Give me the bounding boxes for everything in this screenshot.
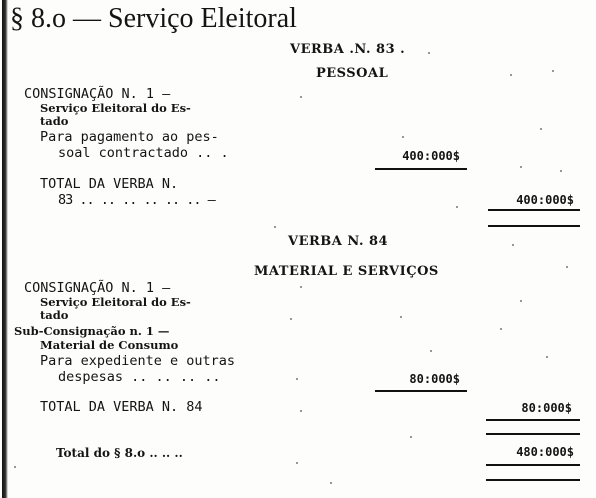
print-speck bbox=[300, 96, 302, 98]
print-speck bbox=[330, 482, 332, 484]
grand-total-rule-1 bbox=[486, 464, 580, 466]
print-speck bbox=[290, 318, 292, 320]
verba-83-total-amount: 400:000$ bbox=[516, 193, 574, 207]
print-speck bbox=[296, 462, 298, 464]
print-speck bbox=[566, 266, 568, 268]
verba-84-desc-line1: Serviço Eleitoral do Es- bbox=[40, 295, 191, 309]
verba-84-item-amount: 80:000$ bbox=[409, 372, 460, 386]
page-margin-line bbox=[2, 0, 8, 498]
verba-84-subcons-line1: Sub-Consignação n. 1 — bbox=[14, 324, 170, 338]
print-speck bbox=[14, 466, 16, 468]
print-speck bbox=[540, 128, 542, 130]
print-speck bbox=[430, 350, 432, 352]
verba-83-subheading: PESSOAL bbox=[316, 66, 389, 81]
print-speck bbox=[400, 316, 402, 318]
verba-83-total-rule-2 bbox=[488, 225, 580, 227]
verba-83-total-line2: 83 .. .. .. .. .. .. — bbox=[58, 192, 215, 208]
verba-84-item-rule bbox=[375, 390, 467, 392]
print-speck bbox=[300, 286, 302, 288]
verba-84-heading: VERBA N. 84 bbox=[288, 234, 389, 249]
verba-84-desc-line2: tado bbox=[40, 308, 69, 322]
verba-84-item-line2: despesas .. .. .. .. bbox=[58, 369, 221, 385]
verba-83-total-rule-1 bbox=[488, 209, 580, 211]
verba-84-subheading: MATERIAL E SERVIÇOS bbox=[254, 264, 439, 279]
print-speck bbox=[546, 356, 548, 358]
verba-84-total-amount: 80:000$ bbox=[521, 401, 572, 415]
print-speck bbox=[274, 226, 276, 228]
section-title: § 8.o — Serviço Eleitoral bbox=[10, 3, 297, 34]
print-speck bbox=[410, 436, 412, 438]
print-speck bbox=[512, 244, 514, 246]
verba-83-total-line1: TOTAL DA VERBA N. bbox=[40, 176, 179, 192]
print-speck bbox=[520, 300, 522, 302]
verba-84-subcons-line2: Material de Consumo bbox=[40, 338, 179, 352]
verba-83-item-line1: Para pagamento ao pes- bbox=[40, 129, 219, 145]
verba-84-consignacao: CONSIGNAÇÃO N. 1 — bbox=[24, 280, 171, 296]
verba-83-consignacao: CONSIGNAÇÃO N. 1 — bbox=[24, 86, 171, 102]
verba-84-total-label: TOTAL DA VERBA N. 84 bbox=[40, 399, 203, 415]
grand-total-amount: 480:000$ bbox=[516, 445, 574, 459]
verba-84-total-rule-2 bbox=[486, 433, 580, 435]
print-speck bbox=[552, 70, 554, 72]
print-speck bbox=[456, 206, 458, 208]
print-speck bbox=[300, 410, 302, 412]
print-speck bbox=[428, 52, 430, 54]
grand-total-rule-2 bbox=[486, 479, 580, 481]
verba-83-heading: VERBA .N. 83 . bbox=[290, 42, 406, 57]
print-speck bbox=[560, 170, 562, 172]
print-speck bbox=[296, 378, 298, 380]
verba-83-desc-line1: Serviço Eleitoral do Es- bbox=[40, 101, 191, 115]
verba-84-item-line1: Para expediente e outras bbox=[40, 353, 236, 369]
grand-total-label: Total do § 8.o .. .. .. bbox=[56, 446, 183, 460]
verba-83-item-amount: 400:000$ bbox=[402, 149, 460, 163]
verba-84-total-rule-1 bbox=[486, 419, 580, 421]
verba-83-item-rule bbox=[375, 168, 467, 170]
verba-83-item-line2: soal contractado .. . bbox=[58, 145, 229, 161]
print-speck bbox=[402, 136, 404, 138]
verba-83-desc-line2: tado bbox=[40, 114, 69, 128]
print-speck bbox=[500, 328, 502, 330]
print-speck bbox=[520, 166, 522, 168]
print-speck bbox=[510, 74, 512, 76]
